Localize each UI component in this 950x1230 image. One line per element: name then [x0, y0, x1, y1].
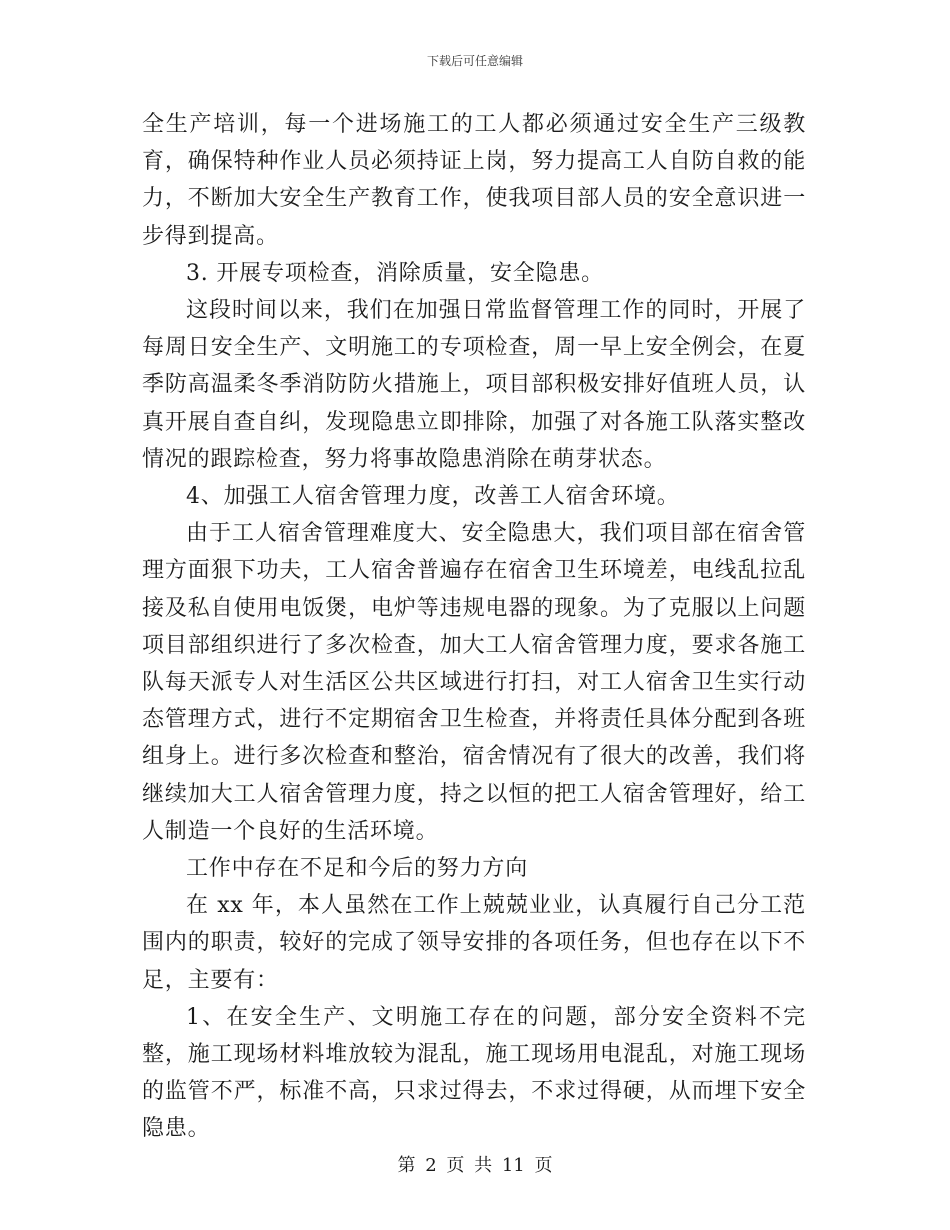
paragraph-8: 1、在安全生产、文明施工存在的问题，部分安全资料不完整，施工现场材料堆放较为混乱，施工现场用电混乱，对施工现场的监管不严，标准不高，只求过得去，不求过得硬，从而埋下安全隐患。 [142, 1004, 806, 1142]
paragraph-1: 全生产培训，每一个进场施工的工人都必须通过安全生产三级教育，确保特种作业人员必须持证上岗，努力提高工人自防自救的能力，不断加大安全生产教育工作，使我项目部人员的安全意识进一步得到提高。 [142, 112, 806, 249]
paragraph-5: 由于工人宿舍管理难度大、安全隐患大，我们项目部在宿舍管理方面狠下功夫，工人宿舍普遍存在宿舍卫生环境差，电线乱拉乱接及私自使用电饭煲，电炉等违规电器的现象。为了克服以上问题项目部组织进行了多次检查，加大工人宿舍管理力度，要求各施工队每天派专人对生活区公共区域进行打扫，对工人宿舍卫生实行动态管理方式，进行不定期宿舍卫生检查，并将责任具体分配到各班组身上。进行多次检查和整治，宿舍情况有了很大的改善，我们将继续加大工人宿舍管理力度，持之以恒的把工人宿舍管理好，给工人制造一个良好的生活环境。 [142, 521, 806, 844]
page-header: 下载后可任意编辑 [426, 54, 523, 68]
paragraph-3: 这段时间以来，我们在加强日常监督管理工作的同时，开展了每周日安全生产、文明施工的专项检查，周一早上安全例会，在夏季防高温柔冬季消防防火措施上，项目部积极安排好值班人员，认真开展自查自纠，发现隐患立即排除，加强了对各施工队落实整改情况的跟踪检查，努力将事故隐患消除在萌芽状态。 [142, 298, 806, 472]
paragraph-7: 在 xx 年，本人虽然在工作上兢兢业业，认真履行自己分工范围内的职责，较好的完成了领导安排的各项任务，但也存在以下不足，主要有： [142, 893, 806, 993]
document-body [142, 106, 806, 1148]
paragraph-2: 3. 开展专项检查，消除质量，安全隐患。 [186, 260, 604, 286]
page-number: 第 2 页 共 11 页 [397, 1155, 553, 1176]
paragraph-6: 工作中存在不足和今后的努力方向 [186, 856, 529, 882]
paragraph-4: 4、加强工人宿舍管理力度，改善工人宿舍环境。 [186, 484, 680, 510]
